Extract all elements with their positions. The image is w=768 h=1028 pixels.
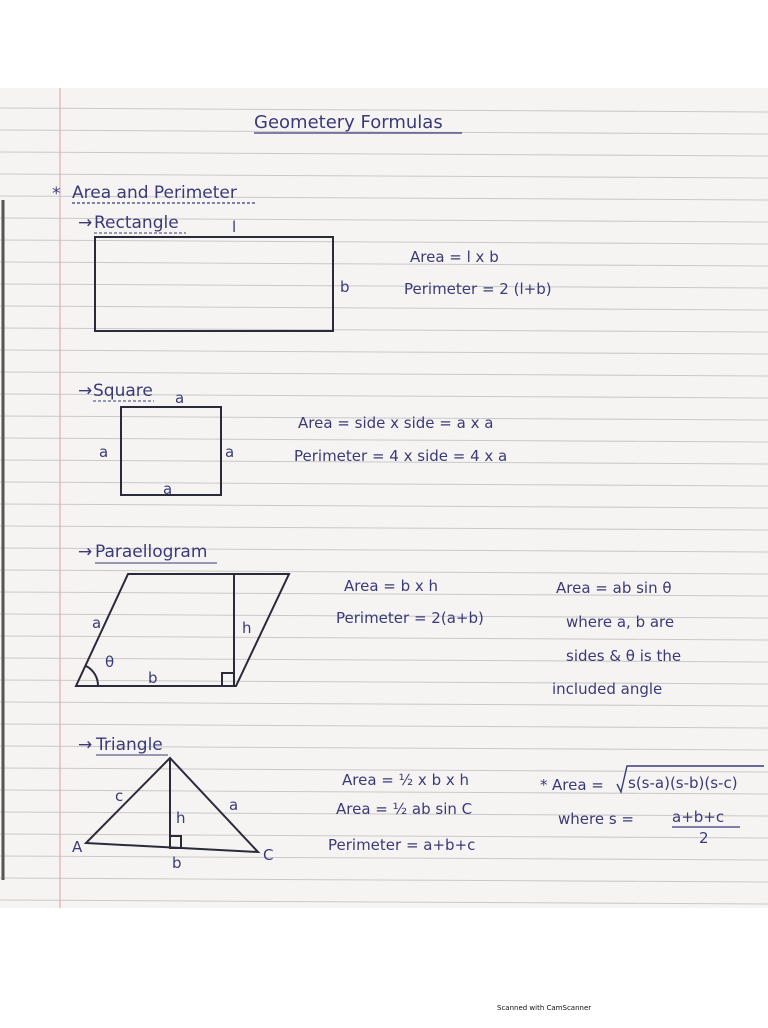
rectangle-area-formula: Area = l x b (410, 248, 499, 266)
parallelogram-alt-note-2: sides & θ is the (566, 647, 682, 665)
parallelogram-label-theta: θ (105, 653, 115, 671)
page-title: Geometery Formulas (254, 112, 443, 133)
parallelogram-label-a: a (92, 614, 102, 632)
parallelogram-label-h: h (242, 619, 252, 637)
parallelogram-alt-area: Area = ab sin θ (556, 579, 672, 597)
parallelogram-area-formula: Area = b x h (344, 577, 439, 595)
parallelogram-alt-note-1: where a, b are (566, 613, 675, 631)
arrow-icon: → (78, 542, 93, 562)
parallelogram-heading: Paraellogram (95, 542, 208, 562)
rectangle-perimeter-formula: Perimeter = 2 (l+b) (404, 280, 552, 298)
triangle-label-c: c (115, 787, 124, 805)
heron-numerator: a+b+c (672, 808, 725, 826)
triangle-vertex-a: A (72, 838, 83, 856)
heron-denominator: 2 (699, 829, 709, 847)
scanner-watermark: Scanned with CamScanner (497, 1004, 592, 1012)
arrow-icon: → (78, 213, 93, 233)
square-label-left: a (99, 443, 109, 461)
arrow-icon: → (78, 381, 93, 401)
triangle-label-b: b (172, 854, 182, 872)
triangle-perimeter-formula: Perimeter = a+b+c (328, 836, 476, 854)
section-heading: Area and Perimeter (72, 183, 237, 203)
parallelogram-perimeter-formula: Perimeter = 2(a+b) (336, 609, 484, 627)
triangle-label-a: a (229, 796, 239, 814)
square-label-right: a (225, 443, 235, 461)
triangle-label-h: h (176, 809, 186, 827)
rectangle-label-breadth: b (340, 278, 350, 296)
heron-area-prefix: * (540, 776, 548, 794)
heron-area-lhs: Area = (552, 776, 604, 794)
triangle-vertex-c: C (263, 846, 274, 864)
triangle-area-formula-1: Area = ½ x b x h (342, 771, 470, 789)
triangle-area-formula-2: Area = ½ ab sin C (336, 800, 473, 818)
bullet-star-icon: * (52, 184, 61, 204)
heron-radicand: s(s-a)(s-b)(s-c) (628, 774, 738, 792)
rectangle-label-length: l (232, 218, 237, 236)
square-area-formula: Area = side x side = a x a (298, 414, 494, 432)
square-label-top: a (175, 389, 185, 407)
square-perimeter-formula: Perimeter = 4 x side = 4 x a (294, 447, 508, 465)
heron-where: where s = (558, 810, 634, 828)
triangle-heading: Triangle (96, 735, 163, 755)
arrow-icon: → (78, 735, 93, 755)
square-label-bottom: a (163, 480, 173, 498)
rectangle-heading: Rectangle (94, 213, 179, 233)
square-heading: Square (93, 381, 153, 401)
parallelogram-alt-note-3: included angle (552, 680, 663, 698)
parallelogram-label-b: b (148, 669, 158, 687)
